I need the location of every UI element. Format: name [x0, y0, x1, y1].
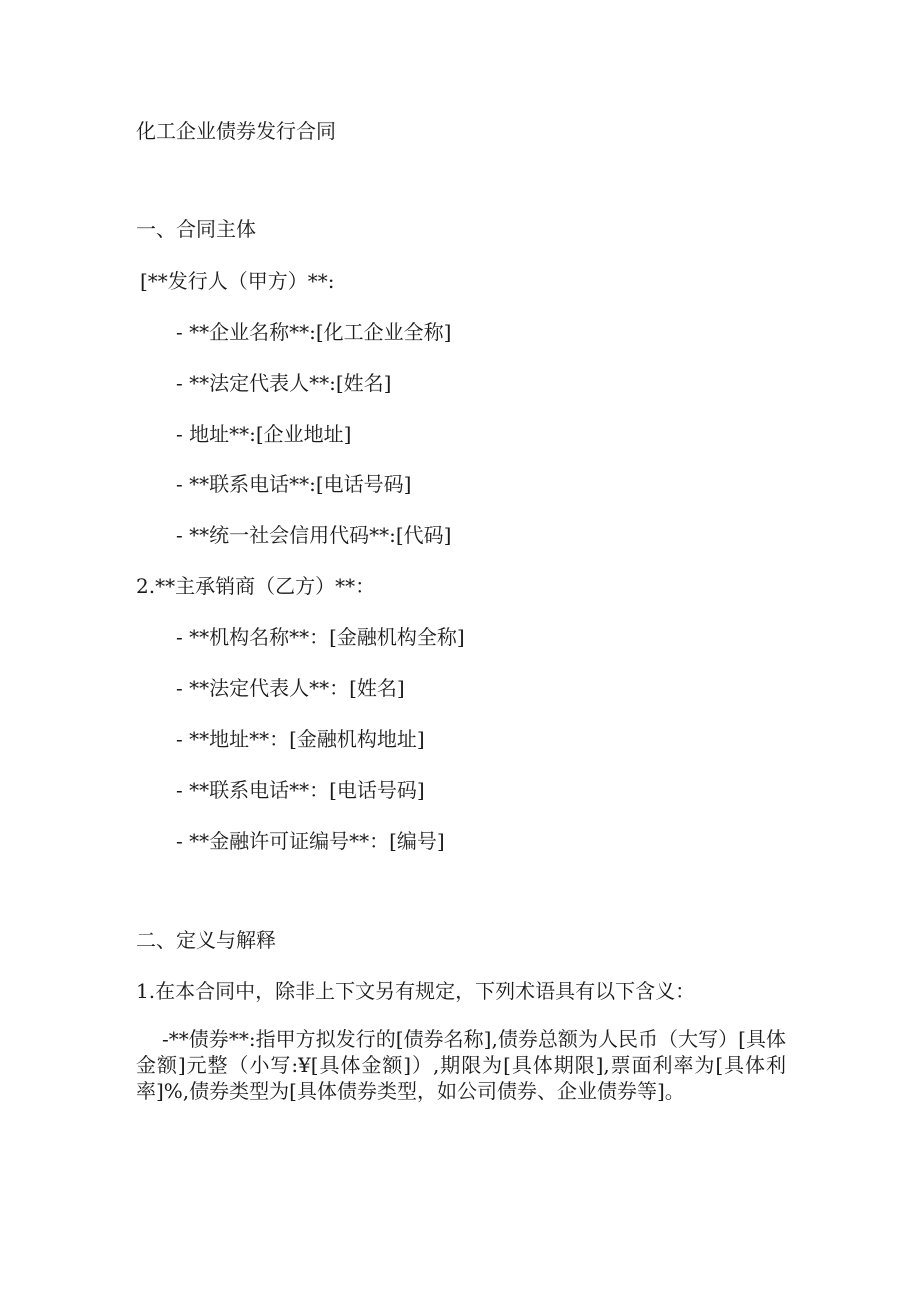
bond-definition-paragraph — [136, 1026, 786, 1104]
party-a-item: - **法定代表人**:[姓名] — [176, 371, 392, 395]
party-a-item: - **企业名称**:[化工企业全称] — [176, 320, 452, 344]
bond-definition-text: -**债券**:指甲方拟发行的[债券名称],债券总额为人民币（大写）[具体金额]元整（小写:¥[具体金额]）,期限为[具体期限],票面利率为[具体利率]%,债券类型为[具体债券类型，如公司债券、企业债券等]。 — [136, 1027, 786, 1103]
definitions-intro: 1.在本合同中，除非上下文另有规定，下列术语具有以下含义： — [136, 979, 696, 1003]
party-b-item: - **金融许可证编号**：[编号] — [176, 829, 445, 853]
party-a-item: - 地址**:[企业地址] — [176, 422, 352, 446]
party-b-item: - **地址**：[金融机构地址] — [176, 727, 425, 751]
party-b-heading: 2.**主承销商（乙方）**： — [136, 574, 376, 598]
party-b-item: - **法定代表人**：[姓名] — [176, 676, 405, 700]
party-b-item: - **联系电话**：[电话号码] — [176, 778, 425, 802]
party-b-item: - **机构名称**：[金融机构全称] — [176, 625, 465, 649]
document-title: 化工企业债券发行合同 — [136, 119, 336, 143]
party-a-heading: [**发行人（甲方）**: — [140, 269, 335, 293]
section-heading-parties: 一、合同主体 — [136, 217, 256, 241]
section-heading-definitions: 二、定义与解释 — [136, 928, 276, 952]
party-a-item: - **联系电话**:[电话号码] — [176, 472, 412, 496]
party-a-item: - **统一社会信用代码**:[代码] — [176, 523, 452, 547]
